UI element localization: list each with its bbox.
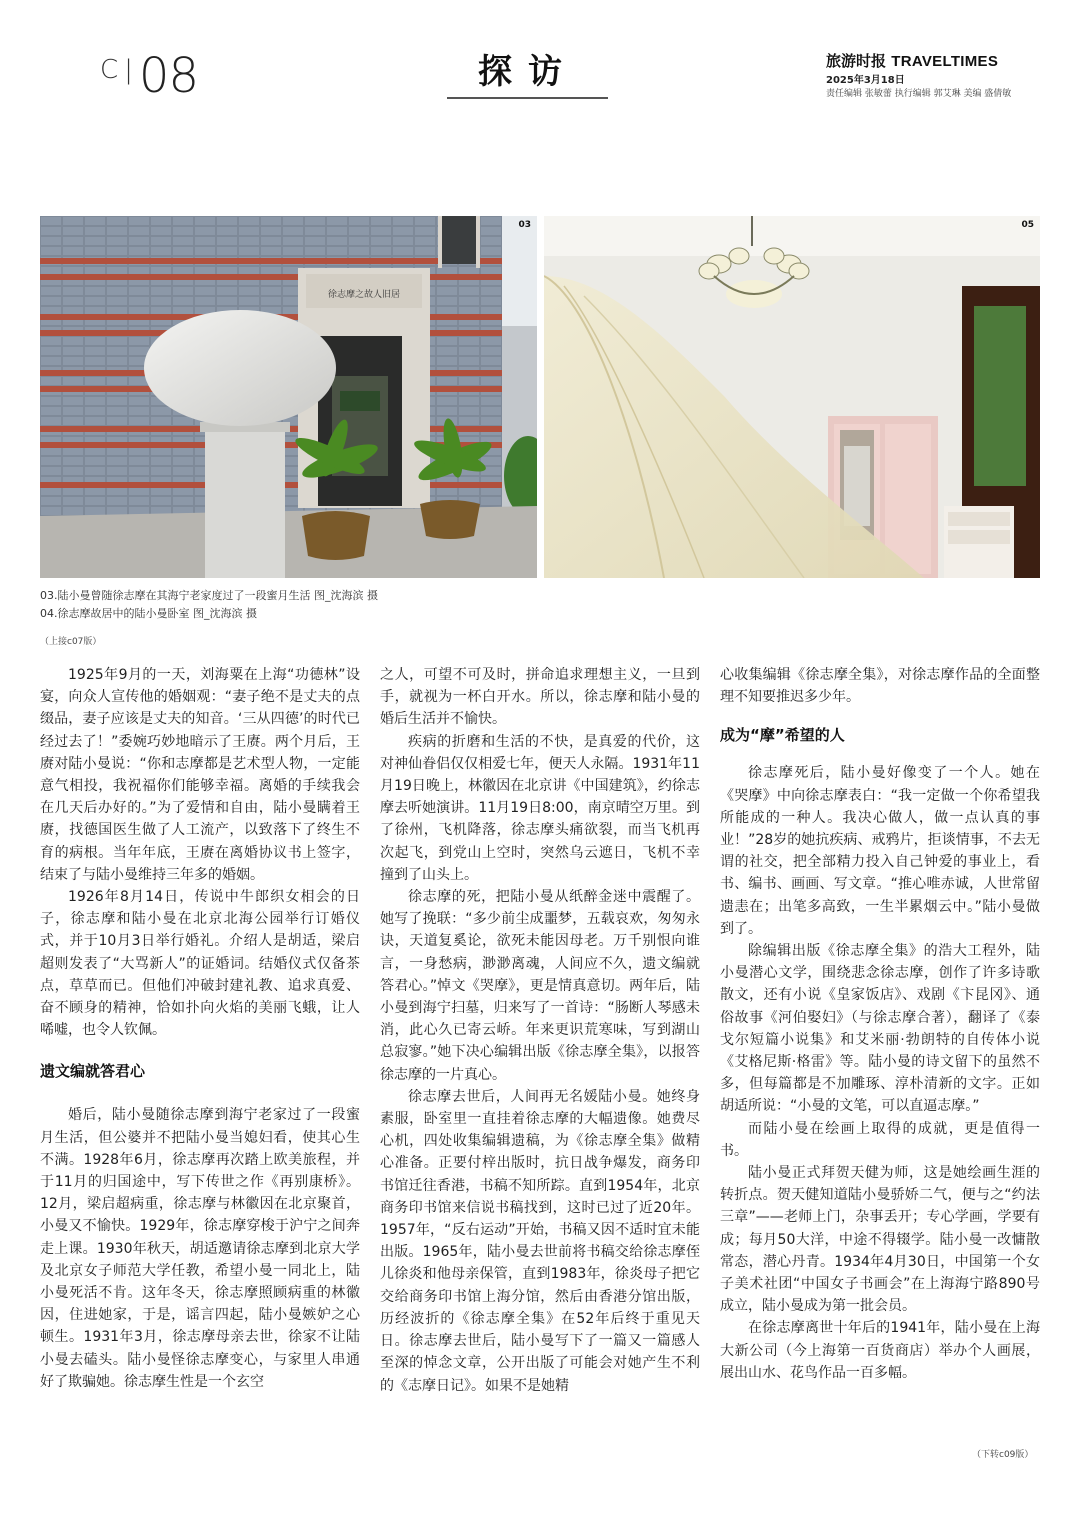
photo-residence-entrance (40, 216, 537, 578)
page-prefix: C| (100, 55, 139, 85)
continued-to: （下转c09版） (972, 1450, 1034, 1460)
paragraph: 婚后，陆小曼随徐志摩到海宁老家过了一段蜜月生活，但公婆并不把陆小曼当媳妇看，使其心生不满。1928年6月，徐志摩再次踏上欧美旅程，并于11月的归国途中，写下传世之作《再别康桥》。12月，梁启超病重，徐志摩与林徽因在北京聚首，小曼又不愉快。1929年，徐志摩穿梭于沪宁之间奔走上课。1930年秋天，胡适邀请徐志摩到北京大学及北京女子师范大学任教，希望小曼一同北上，陆小曼死活不肯。这年冬天，徐志摩照顾病重的林徽因，住进她家，于是，谣言四起，陆小曼嫉妒之心顿生。1931年3月，徐志摩母亲去世，徐家不让陆小曼去磕头。陆小曼怪徐志摩变心，与家里人串通好了欺骗她。徐志摩生性是一个玄空 (40, 1107, 360, 1390)
continued-from: （上接c07版） (40, 637, 102, 647)
subheading: 成为“摩”希望的人 (720, 726, 845, 745)
page-number-value: 08 (138, 48, 198, 104)
plaque-text: 徐志摩之故人旧居 (327, 290, 401, 300)
staff-credits: 责任编辑 张敏蕾 执行编辑 郭艾琳 美编 盛倩敏 (826, 89, 1012, 99)
photo-number-03: 03 (518, 220, 531, 230)
photo-caption-04: 04.徐志摩故居中的陆小曼卧室 图_沈海滨 摄 (40, 607, 257, 620)
section-title-rule (447, 97, 608, 99)
paragraph: 在徐志摩离世十年后的1941年，陆小曼在上海大新公司（今上海第一百货商店）举办个人画展，展出山水、花鸟作品一百多幅。 (720, 1320, 1040, 1381)
photo-bedroom (544, 216, 1040, 578)
paragraph: 陆小曼正式拜贺天健为师，这是她绘画生涯的转折点。贺天健知道陆小曼骄娇二气，便与之“约法三章”——老师上门，杂事丢开；专心学画，学要有成；每月50大洋，中途不得辍学。陆小曼一改慵散常态，潜心丹青。1934年4月30日，中国第一个女子美术社团“中国女子书画会”在上海海宁路890号成立，陆小曼成为第一批会员。 (720, 1165, 1040, 1315)
issue-date: 2025年3月18日 (826, 75, 905, 86)
page-number (100, 48, 198, 104)
article-column-2 (380, 664, 700, 1397)
paragraph: 除编辑出版《徐志摩全集》的浩大工程外，陆小曼潜心文学，围绕悲念徐志摩，创作了许多诗歌散文，还有小说《皇家饭店》、戏剧《卞昆冈》、通俗故事《河伯娶妇》（与徐志摩合著），翻译了《泰戈尔短篇小说集》和艾米丽·勃朗特的自传体小说《艾格尼斯·格雷》等。陆小曼的诗文留下的虽然不多，但每篇都是不加雕琢、淳朴清新的文字。正如胡适所说：“小曼的文笔，可以直逼志摩。” (720, 943, 1040, 1115)
article-column-1 (40, 664, 360, 1393)
paragraph: 疾病的折磨和生活的不快，是真爱的代价，这对神仙眷侣仅仅相爱七年，便天人永隔。1931年11月19日晚上，林徽因在北京讲《中国建筑》，约徐志摩去听她演讲。11月19日8:00，南京晴空万里。到了徐州，飞机降落，徐志摩头痛欲裂，而当飞机再次起飞，到党山上空时，突然乌云遮日，飞机不幸撞到了山头上。 (380, 733, 700, 883)
paragraph: 徐志摩死后，陆小曼好像变了一个人。她在《哭摩》中向徐志摩表白：“我一定做一个你希望我所能成的一种人。我决心做人，做一点认真的事业！”28岁的她抗疾病、戒鸦片，拒谈情事，不去无谓的社交，把全部精力投入自己钟爱的事业上，看书、编书、画画、写文章。“推心唯赤诚，人世常留遗恚在；出笔多高致，一生半累烟云中。”陆小曼做到了。 (720, 765, 1040, 937)
paragraph: 心收集编辑《徐志摩全集》，对徐志摩作品的全面整理不知要推迟多少年。 (720, 667, 1040, 706)
paragraph: 而陆小曼在绘画上取得的成就，更是值得一书。 (720, 1120, 1040, 1159)
paragraph: 之人，可望不可及时，拼命追求理想主义，一旦到手，就视为一杯白开水。所以，徐志摩和陆小曼的婚后生活并不愉快。 (380, 667, 700, 728)
photo-caption-03: 03.陆小曼曾随徐志摩在其海宁老家度过了一段蜜月生活 图_沈海滨 摄 (40, 589, 378, 602)
photo-number-05: 05 (1021, 220, 1034, 230)
article-column-3 (720, 664, 1040, 1384)
paragraph: 1926年8月14日，传说中牛郎织女相会的日子，徐志摩和陆小曼在北京北海公园举行订婚仪式，并于10月3日举行婚礼。介绍人是胡适，梁启超则发表了“大骂新人”的证婚词。结婚仪式仅备茶点，草草而已。但他们冲破封建礼教、追求真爱、奋不顾身的精神，恰如扑向火焰的美丽飞蛾，让人唏嘘，也令人钦佩。 (40, 889, 360, 1039)
paragraph: 1925年9月的一天，刘海粟在上海“功德林”设宴，向众人宣传他的婚姻观：“妻子绝不是丈夫的点缀品，妻子应该是丈夫的知音。‘三从四德’的时代已经过去了！”委婉巧妙地暗示了王赓。两个月后，王赓对陆小曼说：“你和志摩都是艺术型人物，一定能意气相投，我祝福你们能够幸福。离婚的手续我会在几天后办好的。”为了爱情和自由，陆小曼瞒着王赓，找德国医生做了人工流产，以致落下了终生不育的病根。当年年底，王赓在离婚协议书上签字，结束了与陆小曼维持三年多的婚姻。 (40, 667, 360, 883)
masthead-en: TRAVELTIMES (891, 53, 999, 70)
subheading: 遗文编就答君心 (40, 1062, 146, 1081)
paragraph: 徐志摩去世后，人间再无名媛陆小曼。她终身素服，卧室里一直挂着徐志摩的大幅遗像。她费尽心机，四处收集编辑遗稿，为《徐志摩全集》做精心准备。正要付梓出版时，抗日战争爆发，商务印书馆迁往香港，书稿不知所踪。直到1954年，北京商务印书馆来信说书稿找到，这时已过了近20年。1957年，“反右运动”开始，书稿又因不适时宜未能出版。1965年，陆小曼去世前将书稿交给徐志摩侄儿徐炎和他母亲保管，直到1983年，徐炎母子把它交给商务印书馆上海分馆，然后由香港分馆出版，历经波折的《徐志摩全集》在52年后终于重见天日。徐志摩去世后，陆小曼写下了一篇又一篇感人至深的悼念文章，公开出版了可能会对她产生不利的《志摩日记》。如果不是她精 (380, 1088, 700, 1394)
masthead-cn: 旅游时报 (826, 52, 887, 70)
masthead (826, 50, 998, 71)
paragraph: 徐志摩的死，把陆小曼从纸醉金迷中震醒了。她写了挽联：“多少前尘成噩梦，五载哀欢，匆匆永诀，天道复奚论，欲死未能因母老。万千别恨向谁言，一身愁病，渺渺离魂，人间应不久，遗文编就答君心。”悼文《哭摩》，更是情真意切。两年后，陆小曼到海宁扫墓，归来写了一首诗：“肠断人琴感未消，此心久已寄云峤。年来更识荒寒味，写到湖山总寂寥。”她下决心编辑出版《徐志摩全集》，以报答徐志摩的一片真心。 (380, 889, 700, 1083)
section-title: 探访 (478, 52, 578, 92)
